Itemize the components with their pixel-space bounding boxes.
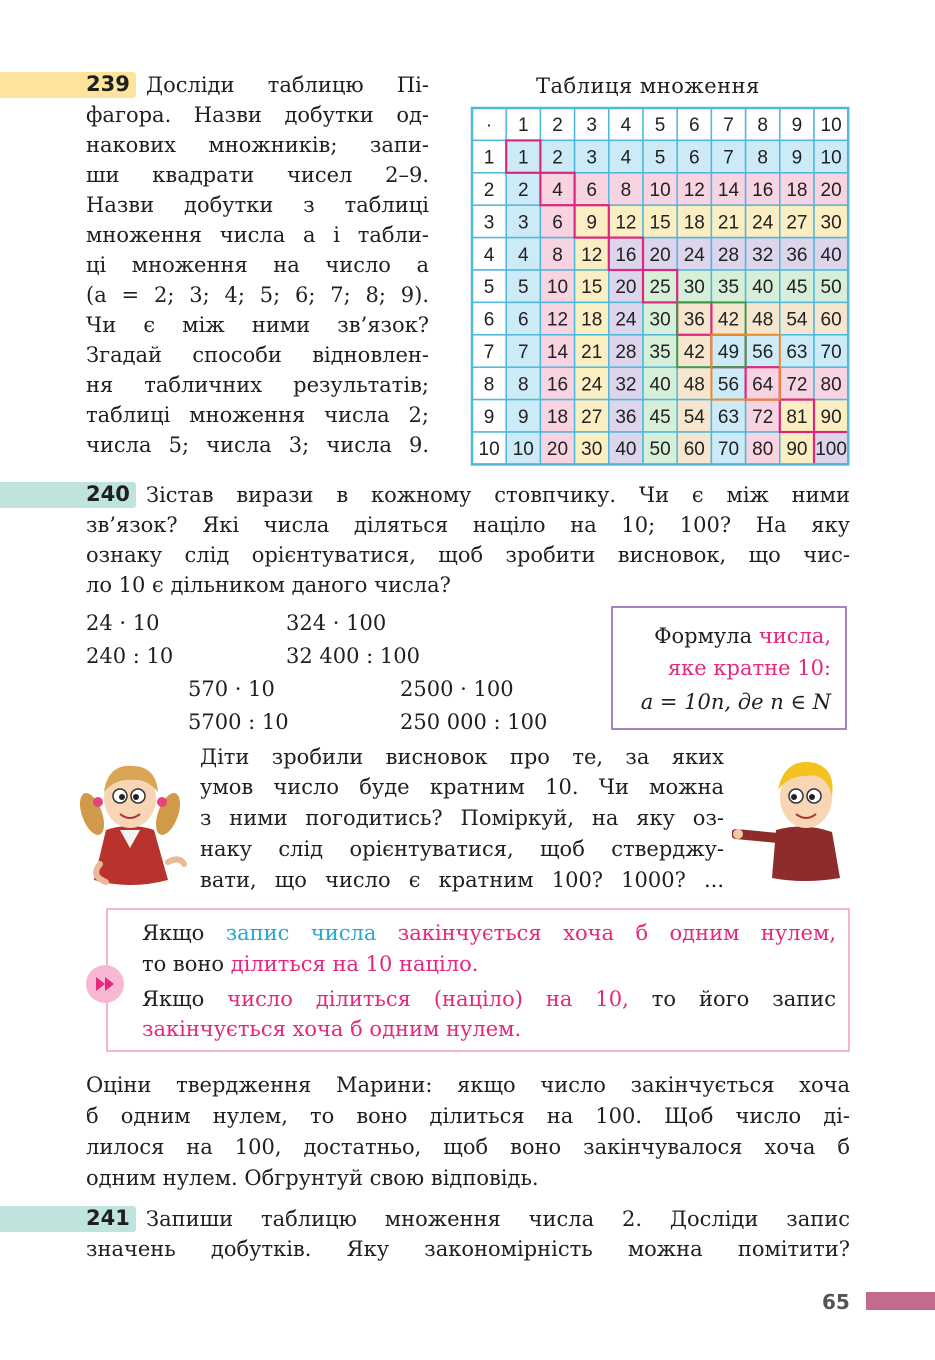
multiplication-table <box>470 106 850 466</box>
table-cell-value: 10 <box>649 180 671 201</box>
table-cell-value: 12 <box>581 244 603 266</box>
table-cell-value: 4 <box>483 244 495 266</box>
formula-plain: Формула <box>654 624 759 648</box>
rule-text-pink: число ділиться (націло) на 10, <box>227 987 629 1011</box>
table-cell-value: 6 <box>689 115 700 137</box>
table-cell-value: 40 <box>752 277 774 299</box>
text-line: наку слід орієнтуватися, щоб стверджу- <box>200 837 724 861</box>
rule-text-pink: закінчується хоча б одним нулем, <box>376 921 836 945</box>
table-cell-value: 40 <box>649 374 671 396</box>
table-cell-value: 36 <box>615 406 637 428</box>
table-cell-value: 30 <box>581 439 603 461</box>
formula-line-3: a = 10n, де n ∈ N <box>640 690 831 714</box>
table-cell-value: 42 <box>683 342 705 363</box>
page-bar <box>866 1292 935 1310</box>
formula-box <box>611 606 847 730</box>
table-cell-value: 7 <box>723 115 734 137</box>
text-line: Назви добутки з таблиці <box>86 193 429 217</box>
table-cell-value: 70 <box>820 342 842 363</box>
table-cell-value: 21 <box>717 212 740 234</box>
table-cell-value: 30 <box>649 309 671 331</box>
rule-line-1 <box>142 918 836 948</box>
text-line: Досліди таблицю Пі- <box>146 73 429 97</box>
text-line: множення числа a і табли- <box>86 223 429 247</box>
table-cell-value: 8 <box>620 180 632 201</box>
exercise-240-number: 240 <box>86 482 130 506</box>
table-cell-value: 35 <box>717 277 740 299</box>
table-cell-value: 16 <box>752 180 774 201</box>
table-cell-value: 100 <box>815 439 847 461</box>
text-line: зв’язок? Які числа діляться націло на 10; 100? На яку <box>86 513 850 537</box>
table-cell-value: 32 <box>615 374 637 396</box>
text-line: вати, що число є кратним 100? 1000? ... <box>200 868 724 892</box>
table-cell-value: 10 <box>512 439 534 461</box>
table-cell-value: 4 <box>620 115 632 137</box>
rule-text-plain: то воно <box>142 952 231 976</box>
table-cell-value: 63 <box>786 342 808 363</box>
table-cell-value: 45 <box>786 277 808 299</box>
table-cell-value: 2 <box>552 147 563 169</box>
girl-illustration <box>72 752 188 892</box>
table-cell-value: 4 <box>518 244 529 266</box>
table-cell-value: 15 <box>581 277 603 299</box>
table-cell-value: 10 <box>820 115 842 137</box>
expression: 324 · 100 <box>286 611 387 635</box>
table-cell-value: 28 <box>615 342 637 363</box>
table-cell-value: 8 <box>757 115 768 137</box>
text-line: ло 10 є дільником даного числа? <box>86 573 451 597</box>
rule-text-plain: Якщо <box>142 921 226 945</box>
table-cell-value: 90 <box>820 406 842 428</box>
table-cell-value: 9 <box>791 147 803 169</box>
table-cell-value: 16 <box>546 374 569 396</box>
text-line: одним нулем. Обгрунтуй свою відповідь. <box>86 1166 539 1190</box>
table-cell-value: 2 <box>483 180 495 201</box>
text-line: Чи є між ними зв’язок? <box>86 313 429 337</box>
table-cell-value: 60 <box>683 439 705 461</box>
table-cell-value: 35 <box>649 342 671 363</box>
table-cell-value: 6 <box>518 309 529 331</box>
table-cell-value: 30 <box>820 212 842 234</box>
table-cell-value: 50 <box>649 439 671 461</box>
table-cell-value: 6 <box>586 180 597 201</box>
rule-line-3 <box>142 984 836 1014</box>
table-cell-value: 36 <box>786 244 808 266</box>
text-line: б одним нулем, то воно ділиться на 100. Щоб число ді- <box>86 1104 850 1128</box>
expression: 570 · 10 <box>188 677 275 701</box>
table-cell-value: 1 <box>483 147 495 169</box>
table-cell-value: 72 <box>752 406 774 428</box>
table-cell-value: 28 <box>717 244 740 266</box>
table-cell-value: 5 <box>483 277 495 299</box>
table-cell-value: 56 <box>717 374 740 396</box>
table-cell-value: 60 <box>820 309 842 331</box>
text-line: Діти зробили висновок про те, за яких <box>200 745 724 769</box>
table-cell-value: 16 <box>615 244 637 266</box>
table-cell-value: 18 <box>581 309 603 331</box>
text-line: лилося на 100, достатньо, щоб воно закінчувалося хоча б <box>86 1135 850 1159</box>
table-cell-value: 18 <box>683 212 705 234</box>
table-cell-value: 1 <box>518 115 529 137</box>
table-cell-value: 6 <box>689 147 700 169</box>
text-line: Зістав вирази в кожному стовпчику. Чи є між ними <box>146 483 850 507</box>
multiplication-table-title: Таблиця множення <box>536 74 760 98</box>
table-cell-value: 20 <box>820 180 842 201</box>
table-cell-value: 14 <box>717 180 740 201</box>
fast-forward-icon <box>86 965 124 1003</box>
text-line: Запиши таблицю множення числа 2. Досліди запис <box>146 1207 850 1231</box>
formula-line-2: яке кратне 10: <box>667 656 831 680</box>
rule-text-pink: ділиться на 10 націло. <box>230 952 479 976</box>
table-cell-value: 40 <box>820 244 842 266</box>
table-cell-value: 5 <box>518 277 529 299</box>
table-cell-value: 48 <box>683 374 705 396</box>
table-cell-value: 8 <box>757 147 768 169</box>
table-cell-value: 56 <box>752 342 774 363</box>
table-cell-value: · <box>485 115 493 137</box>
expression: 24 · 10 <box>86 611 160 635</box>
table-cell-value: 4 <box>620 147 632 169</box>
table-cell-value: 8 <box>483 374 495 396</box>
table-cell-value: 1 <box>518 147 529 169</box>
table-cell-value: 9 <box>518 406 529 428</box>
table-cell-value: 10 <box>820 147 842 169</box>
text-line: ня табличних результатів; <box>86 373 429 397</box>
table-cell-value: 5 <box>654 147 666 169</box>
table-cell-value: 9 <box>791 115 803 137</box>
table-cell-value: 49 <box>717 342 740 363</box>
table-cell-value: 40 <box>615 439 637 461</box>
text-line: Оціни твердження Марини: якщо число закінчується хоча <box>86 1073 850 1097</box>
page-number: 65 <box>822 1290 850 1314</box>
text-line: значень добутків. Яку закономірність можна помітити? <box>86 1237 850 1261</box>
table-cell-value: 48 <box>752 309 774 331</box>
text-line: (a = 2; 3; 4; 5; 6; 7; 8; 9). <box>86 283 429 307</box>
table-cell-value: 9 <box>586 212 597 234</box>
table-cell-value: 10 <box>546 277 569 299</box>
table-cell-value: 20 <box>615 277 637 299</box>
table-cell-value: 54 <box>683 406 705 428</box>
table-cell-value: 12 <box>615 212 637 234</box>
text-line: числа 5; числа 3; числа 9. <box>86 433 429 457</box>
text-line: ши квадрати чисел 2–9. <box>86 163 429 187</box>
table-cell-value: 3 <box>586 147 597 169</box>
table-cell-value: 8 <box>518 374 529 396</box>
boy-illustration <box>732 752 848 882</box>
exercise-241-number: 241 <box>86 1206 130 1230</box>
table-cell-value: 20 <box>649 244 671 266</box>
table-cell-value: 24 <box>683 244 705 266</box>
expression: 240 : 10 <box>86 644 174 668</box>
table-cell-value: 2 <box>552 115 563 137</box>
table-cell-value: 3 <box>586 115 597 137</box>
table-cell-value: 32 <box>752 244 774 266</box>
table-cell-value: 42 <box>717 309 740 331</box>
text-line: ознаку слід орієнтуватися, щоб зробити висновок, що чис- <box>86 543 850 567</box>
table-cell-value: 7 <box>518 342 529 363</box>
rule-text-cyan: запис числа <box>225 921 377 945</box>
table-cell-value: 3 <box>518 212 529 234</box>
table-cell-value: 54 <box>786 309 808 331</box>
table-cell-value: 7 <box>723 147 734 169</box>
table-cell-value: 90 <box>786 439 808 461</box>
expression: 250 000 : 100 <box>400 710 548 734</box>
table-cell-value: 15 <box>649 212 671 234</box>
table-cell-value: 7 <box>483 342 495 363</box>
table-cell-value: 72 <box>786 374 808 396</box>
expression: 5700 : 10 <box>188 710 289 734</box>
table-cell-value: 6 <box>483 309 495 331</box>
formula-line-1 <box>654 624 831 648</box>
expression: 32 400 : 100 <box>286 644 420 668</box>
text-line: фагора. Назви добутки од- <box>86 103 429 127</box>
rule-text-plain: Якщо <box>142 987 228 1011</box>
table-cell-value: 24 <box>615 309 637 331</box>
rule-line-4: закінчується хоча б одним нулем. <box>142 1017 522 1041</box>
table-cell-value: 24 <box>581 374 603 396</box>
table-cell-value: 24 <box>752 212 774 234</box>
table-cell-value: 6 <box>552 212 563 234</box>
table-cell-value: 64 <box>752 374 774 396</box>
table-cell-value: 63 <box>717 406 740 428</box>
table-cell-value: 9 <box>483 406 495 428</box>
table-cell-value: 3 <box>483 212 495 234</box>
text-line: накових множників; запи- <box>86 133 429 157</box>
expression: 2500 · 100 <box>400 677 514 701</box>
table-cell-value: 18 <box>546 406 569 428</box>
table-cell-value: 12 <box>683 180 705 201</box>
table-cell-value: 30 <box>683 277 705 299</box>
text-line: з ними погодитись? Поміркуй, на яку оз- <box>200 806 724 830</box>
table-cell-value: 2 <box>518 180 529 201</box>
rule-line-2 <box>142 949 478 979</box>
table-cell-value: 21 <box>581 342 603 363</box>
table-cell-value: 5 <box>654 115 666 137</box>
table-cell-value: 50 <box>820 277 842 299</box>
text-line: таблиці множення числа 2; <box>86 403 429 427</box>
table-cell-value: 18 <box>786 180 808 201</box>
table-cell-value: 80 <box>820 374 842 396</box>
text-line: умов число буде кратним 10. Чи можна <box>200 775 724 799</box>
text-line: ці множення на число a <box>86 253 429 277</box>
table-cell-value: 36 <box>683 309 705 331</box>
table-cell-value: 8 <box>552 244 563 266</box>
table-cell-value: 70 <box>717 439 740 461</box>
table-cell-value: 14 <box>546 342 569 363</box>
table-cell-value: 81 <box>786 406 808 428</box>
table-cell-value: 10 <box>478 439 500 461</box>
exercise-239-number: 239 <box>86 72 130 96</box>
text-line: Згадай способи відновлен- <box>86 343 429 367</box>
table-cell-value: 45 <box>649 406 671 428</box>
table-cell-value: 80 <box>752 439 774 461</box>
formula-highlight: числа, <box>758 624 831 648</box>
table-cell-value: 25 <box>649 277 671 299</box>
table-cell-value: 12 <box>546 309 569 331</box>
table-cell-value: 27 <box>581 406 603 428</box>
table-cell-value: 4 <box>552 180 563 201</box>
rule-text-plain: то його запис <box>628 987 836 1011</box>
table-cell-value: 27 <box>786 212 808 234</box>
table-cell-value: 20 <box>546 439 569 461</box>
